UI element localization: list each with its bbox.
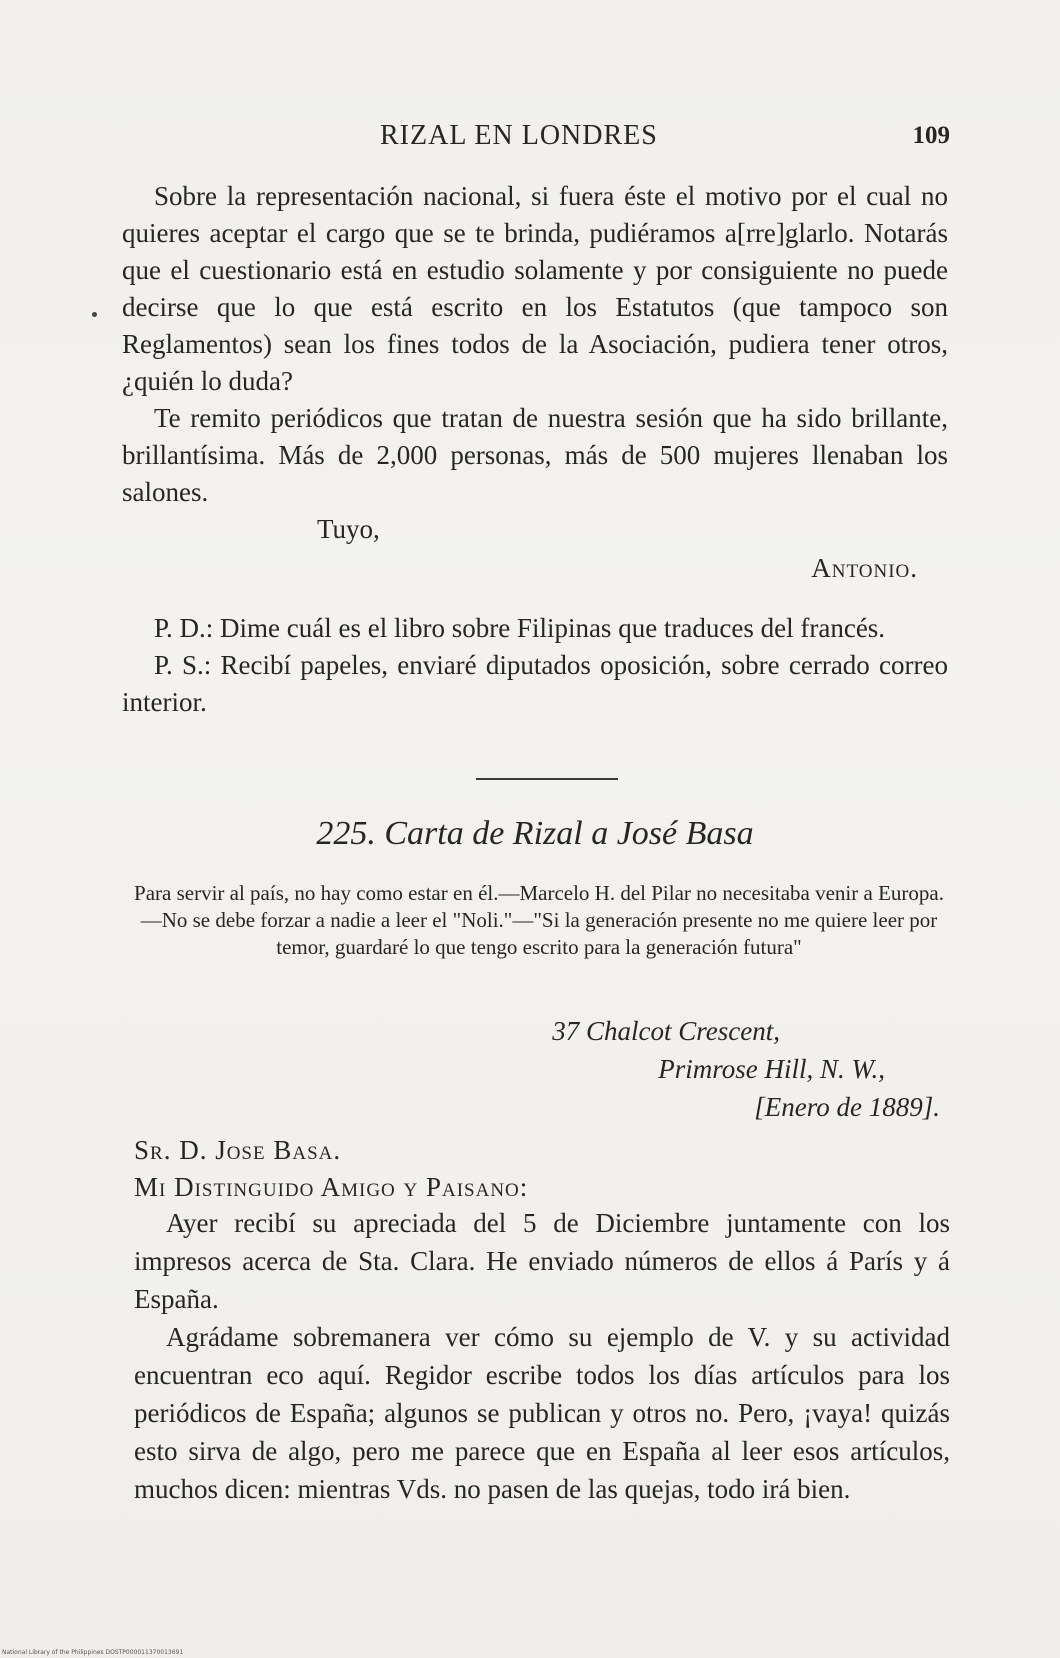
letter-225-paragraph-2: Agrádame sobremanera ver cómo su ejemplo de V. y su actividad encuentran eco aquí. Regidor escribe todos los días artículos para los periódicos de España; algunos se publican y otros no. Pero, ¡vaya! quizás esto sirva de algo, pero me parece que en España al leer esos artículos, muchos dicen: mientras Vds. no pasen de las quejas, todo irá bien.	[134, 1322, 950, 1504]
letter-225-paragraph-1: Ayer recibí su apreciada del 5 de Diciembre juntamente con los impresos acerca de Sta. Clara. He enviado números de ellos á París y á España.	[134, 1208, 950, 1314]
address-line-2: Primrose Hill, N. W.,	[658, 1054, 885, 1084]
page-number: 109	[912, 122, 950, 149]
letter-224-paragraph-2: Te remito periódicos que tratan de nuestra sesión que ha sido brillante, brillantísima. Más de 2,000 personas, más de 500 mujeres llenaban los salones.	[122, 403, 948, 507]
letter-225-address	[120, 1012, 940, 1126]
address-line-1: 37 Chalcot Crescent,	[552, 1016, 780, 1046]
letter-225-summary-text: Para servir al país, no hay como estar en él.—Marcelo H. del Pilar no necesitaba venir a Europa.—No se debe forzar a nadie a leer el "Noli."—"Si la generación presente no me quiere leer por temor, guardaré lo que tengo escrito para la generación futura"	[134, 881, 944, 959]
letter-225-summary	[128, 880, 950, 961]
page-header	[120, 120, 950, 160]
letter-225-body	[134, 1204, 950, 1508]
letter-224-postscripts	[122, 610, 948, 721]
running-title: RIZAL EN LONDRES	[380, 120, 658, 151]
letter-224-paragraph-1: Sobre la representación nacional, si fuera éste el motivo por el cual no quieres aceptar el cargo que se te brinda, pudiéramos a[rre]glarlo. Notarás que el cuestionario está en estudio solamente y por consiguiente no puede decirse que lo que está escrito en los Estatutos (que tampoco son Reglamentos) sean los fines todos de la Asociación, pudiera tener otros, ¿quién lo duda?	[122, 181, 948, 396]
margin-mark	[92, 312, 97, 317]
address-line-3: [Enero de 1889].	[754, 1092, 940, 1122]
salutation-line-1: Sr. D. Jose Basa.	[134, 1135, 342, 1165]
letter-224-closing: Tuyo,	[317, 514, 380, 544]
postscript-pd: P. D.: Dime cuál es el libro sobre Filipinas que traduces del francés.	[154, 613, 886, 643]
postscript-ps: P. S.: Recibí papeles, enviaré diputados oposición, sobre cerrado correo interior.	[122, 650, 948, 717]
scan-credit: National Library of the Philippines DOSTP000011370013691	[2, 1649, 184, 1656]
letter-224-signature: Antonio.	[811, 553, 918, 583]
letter-224-continuation	[122, 178, 948, 587]
letter-225-title: 225. Carta de Rizal a José Basa	[316, 815, 754, 852]
section-divider	[476, 778, 618, 780]
salutation-line-2: Mi Distinguido Amigo y Paisano:	[134, 1172, 529, 1202]
letter-225-salutation	[134, 1132, 954, 1206]
